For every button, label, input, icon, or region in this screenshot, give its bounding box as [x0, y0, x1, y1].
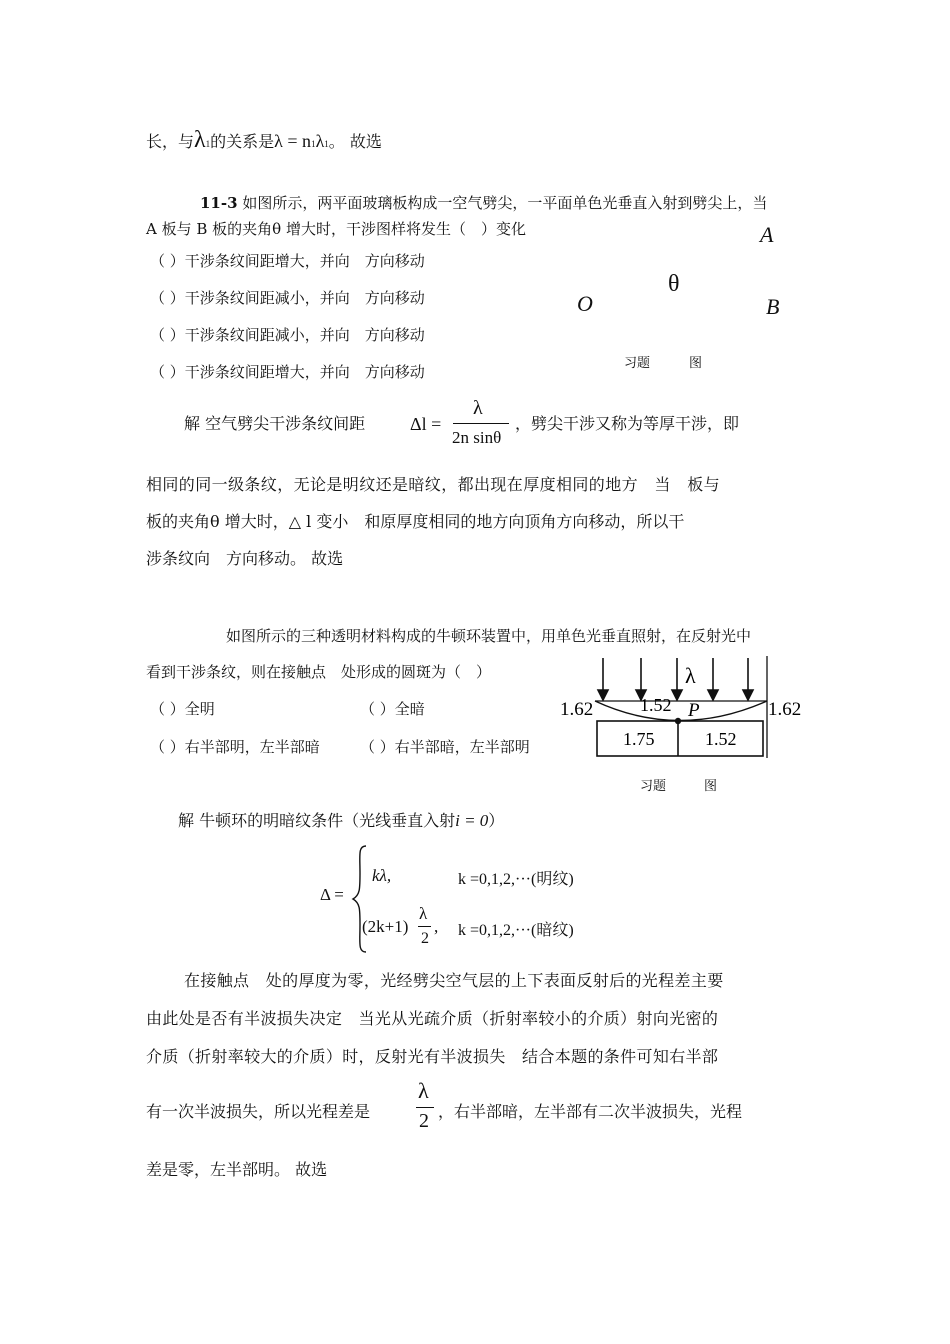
solution-line3: 板的夹角θ 增大时，△ l 变小 和原厚度相同的地方向顶角方向移动，所以干 [146, 512, 685, 531]
figure-caption-right: 图 [704, 779, 718, 794]
formula: λ = n [274, 131, 312, 151]
case2-numerator: λ [419, 904, 428, 923]
curly-brace [350, 843, 372, 955]
subscript: 1 [311, 139, 316, 149]
delta-lhs: Δ = [320, 885, 344, 904]
question-newton-line1: 如图所示的三种透明材料构成的牛顿环装置中，用单色光垂直照射，在反射光中 [226, 627, 752, 645]
question-11-3-line2: A 板与 B 板的夹角θ 增大时，干涉图样将发生（ ）变化 [146, 220, 526, 238]
fraction-denominator: 2n sinθ [452, 428, 502, 447]
paragraph-line3: 介质（折射率较大的介质）时，反射光有半波损失 结合本题的条件可知右半部 [146, 1047, 719, 1066]
text: 长，与 [146, 132, 195, 151]
option-c: （ ）干涉条纹间距减小，并向 方向移动 [150, 326, 425, 344]
text: ） [488, 811, 505, 830]
option-a: （ ）全明 [150, 700, 215, 718]
paragraph-line2: 由此处是否有半波损失决定 当光从光疏介质（折射率较小的介质）射向光密的 [146, 1009, 719, 1028]
solution-line4: 涉条纹向 方向移动。 故选 [146, 549, 344, 568]
solution-suffix: ，劈尖干涉又称为等厚干涉，即 [515, 414, 740, 433]
option-c: （ ）右半部明，左半部暗 [150, 738, 320, 756]
formula-lhs [410, 414, 441, 435]
left-index-label: 1.62 [560, 699, 594, 720]
figure-caption-left: 习题 [624, 356, 651, 371]
case2-condition: k =0,1,2,···(暗纹) [458, 922, 574, 939]
fraction-bar [416, 1107, 434, 1108]
lens-index-label: 1.52 [640, 695, 672, 715]
option-d: （ ）右半部暗，左半部明 [360, 738, 530, 756]
label-o: O [577, 291, 593, 316]
block-left-index: 1.75 [623, 729, 655, 749]
arrowhead [743, 690, 753, 700]
case1-condition: k =0,1,2,···(明纹) [458, 871, 574, 888]
top-line [146, 127, 382, 154]
option-b: （ ）全暗 [360, 700, 425, 718]
fraction-bar [453, 423, 509, 424]
question-text: 如图所示，两平面玻璃板构成一空气劈尖，一平面单色光垂直入射到劈尖上，当 [242, 194, 768, 212]
option-a: （ ）干涉条纹间距增大，并向 方向移动 [150, 252, 425, 270]
right-index-label: 1.62 [768, 699, 802, 720]
paragraph-line4-suffix: ，右半部暗，左半部有二次半波损失，光程 [438, 1102, 743, 1121]
fraction-denominator: 2 [419, 1110, 429, 1132]
paragraph-line4-prefix: 有一次半波损失，所以光程差是 [146, 1102, 371, 1121]
block-right-index: 1.52 [705, 729, 737, 749]
arrowhead [708, 690, 718, 700]
case2-expression: (2k+1) [362, 917, 409, 936]
text: 解 牛顿环的明暗纹条件（光线垂直入射 [178, 811, 456, 830]
solution-line1 [178, 808, 504, 831]
text: 。 故选 [328, 132, 382, 151]
lambda-symbol: λ [315, 131, 325, 151]
newton-ring-figure [555, 650, 815, 765]
fraction-bar [418, 926, 431, 927]
text: 的关系是 [210, 132, 275, 151]
subscript: 1 [205, 139, 211, 149]
label-theta: θ [668, 271, 680, 297]
point-p-label: P [688, 700, 700, 721]
formula-lhs-text: Δl = [410, 414, 442, 434]
question-11-3-line1 [200, 192, 767, 213]
question-newton-line2: 看到干涉条纹，则在接触点 处形成的圆斑为（ ） [146, 663, 492, 681]
solution-prefix: 解 空气劈尖干涉条纹间距 [184, 414, 366, 433]
paragraph-line1: 在接触点 处的厚度为零，光经劈尖空气层的上下表面反射后的光程差主要 [184, 971, 724, 990]
figure-caption-left: 习题 [640, 779, 667, 794]
base-block [597, 721, 763, 756]
case1-expression: kλ, [372, 866, 392, 885]
fraction-numerator: λ [473, 397, 483, 419]
option-d: （ ）干涉条纹间距增大，并向 方向移动 [150, 363, 425, 381]
option-b: （ ）干涉条纹间距减小，并向 方向移动 [150, 289, 425, 307]
case2-denominator: 2 [421, 930, 429, 947]
lens-curved-surface [595, 701, 767, 721]
lambda-symbol: λ [194, 127, 206, 153]
label-a: A [760, 222, 774, 247]
case2-comma: , [434, 917, 439, 936]
arrowhead [598, 690, 608, 700]
lambda-label: λ [685, 663, 696, 688]
solution-line2: 相同的同一级条纹，无论是明纹还是暗纹，都出现在厚度相同的地方 当 板与 [146, 475, 721, 494]
label-b: B [766, 294, 780, 319]
paragraph-line5: 差是零，左半部明。 故选 [146, 1160, 328, 1179]
fraction-numerator: λ [418, 1078, 429, 1103]
arrowhead [672, 690, 682, 700]
figure-caption-right: 图 [689, 356, 703, 371]
question-number: 11-3 [200, 194, 238, 212]
inline-math: i = 0 [455, 811, 489, 830]
subscript: 1 [324, 139, 329, 149]
